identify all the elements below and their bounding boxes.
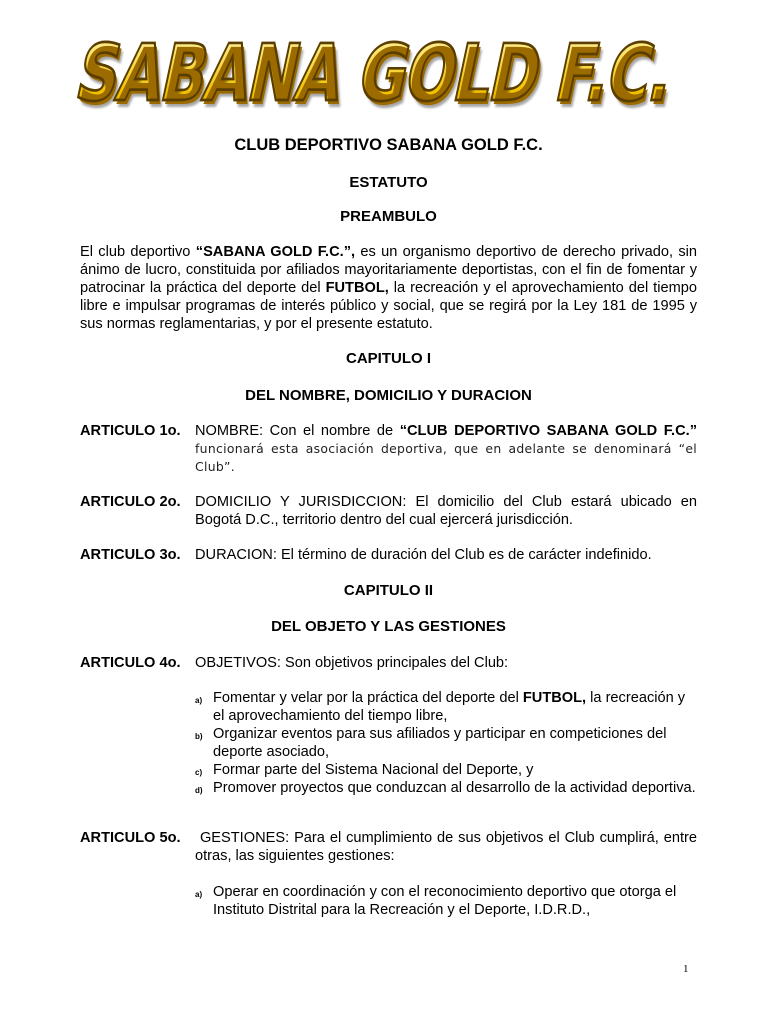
chapter-2-subtitle: DEL OBJETO Y LAS GESTIONES	[271, 618, 506, 635]
list-item-futbol: FUTBOL,	[522, 690, 587, 706]
article-2-body: DOMICILIO Y JURISDICCION: El domicilio del Club estará ubicado en Bogotá D.C., territorio dentro del cual ejercerá jurisdicción.	[195, 494, 697, 528]
article-4-label: ARTICULO 4o.	[80, 655, 181, 671]
page-number: 1	[683, 963, 689, 975]
article-5-label: ARTICULO 5o.	[80, 830, 181, 846]
club-logo	[0, 28, 768, 128]
preamble-text-3: la recreación y el aprovechamiento del tiempo libre e impulsar programas de interés público y social, que se regirá por la Ley 181 de 1995 y sus normas reglamentarias, y por el presente estatuto.	[80, 280, 697, 332]
article-1-club-name: “CLUB DEPORTIVO SABANA GOLD F.C.”	[399, 423, 697, 439]
list-item	[195, 689, 697, 725]
chapter-1-title: CAPITULO I	[346, 350, 431, 367]
article-2-label: ARTICULO 2o.	[80, 494, 181, 510]
article-5-gestiones-list	[195, 883, 697, 919]
preamble-paragraph	[80, 243, 697, 333]
preamble-text-1: El club deportivo	[80, 244, 196, 260]
list-marker: b)	[195, 732, 203, 741]
article-1-text: NOMBRE: Con el nombre de	[195, 423, 400, 439]
article-1-label: ARTICULO 1o.	[80, 423, 181, 439]
article-3-body: DURACION: El término de duración del Club es de carácter indefinido.	[195, 547, 652, 563]
list-marker: c)	[195, 768, 203, 777]
preamble-futbol: FUTBOL,	[325, 280, 389, 296]
list-marker: a)	[195, 890, 203, 899]
chapter-1-subtitle: DEL NOMBRE, DOMICILIO Y DURACION	[245, 387, 532, 404]
preamble-club-name: “SABANA GOLD F.C.”,	[195, 244, 356, 260]
article-4-body: OBJETIVOS: Son objetivos principales del Club:	[195, 655, 509, 671]
preamble-text-2: es un organismo deportivo de derecho privado, sin ánimo de lucro, constituida por afiliados mayoritariamente deportistas, con el fin de fomentar y patrocinar la práctica del deporte del	[80, 244, 698, 296]
document-subtitle: ESTATUTO	[349, 174, 428, 191]
list-item	[195, 761, 697, 779]
list-item-text: la recreación y el aprovechamiento del tiempo libre,	[213, 690, 686, 724]
list-item-text: Promover proyectos que conduzcan al desarrollo de la actividad deportiva.	[213, 780, 696, 796]
list-marker: d)	[195, 786, 203, 795]
club-title: CLUB DEPORTIVO SABANA GOLD F.C.	[234, 136, 543, 154]
article-3-label: ARTICULO 3o.	[80, 547, 181, 563]
list-item-text: Formar parte del Sistema Nacional del Deporte, y	[213, 762, 534, 778]
article-4-objectives-list	[195, 689, 697, 797]
list-item-text: Fomentar y velar por la práctica del deporte del	[213, 690, 523, 706]
list-item-text: Operar en coordinación y con el reconocimiento deportivo que otorga el Instituto Distrital para la Recreación y el Deporte, I.D.R.D.,	[213, 884, 677, 918]
list-item	[195, 779, 697, 797]
article-1-continuation: funcionará esta asociación deportiva, que en adelante se denominará “el Club”.	[195, 441, 697, 474]
preamble-title: PREAMBULO	[340, 208, 437, 225]
chapter-2-title: CAPITULO II	[343, 582, 434, 599]
list-item-text: Organizar eventos para sus afiliados y participar en competiciones del deporte asociado,	[213, 726, 667, 760]
article-5-body: GESTIONES: Para el cumplimiento de sus objetivos el Club cumplirá, entre otras, las siguientes gestiones:	[195, 830, 702, 864]
list-marker: a)	[195, 696, 203, 705]
article-1-body	[195, 422, 697, 476]
list-item	[195, 883, 697, 919]
logo-wordart: SABANA GOLD F.C.	[60, 34, 680, 161]
list-item	[195, 725, 697, 761]
